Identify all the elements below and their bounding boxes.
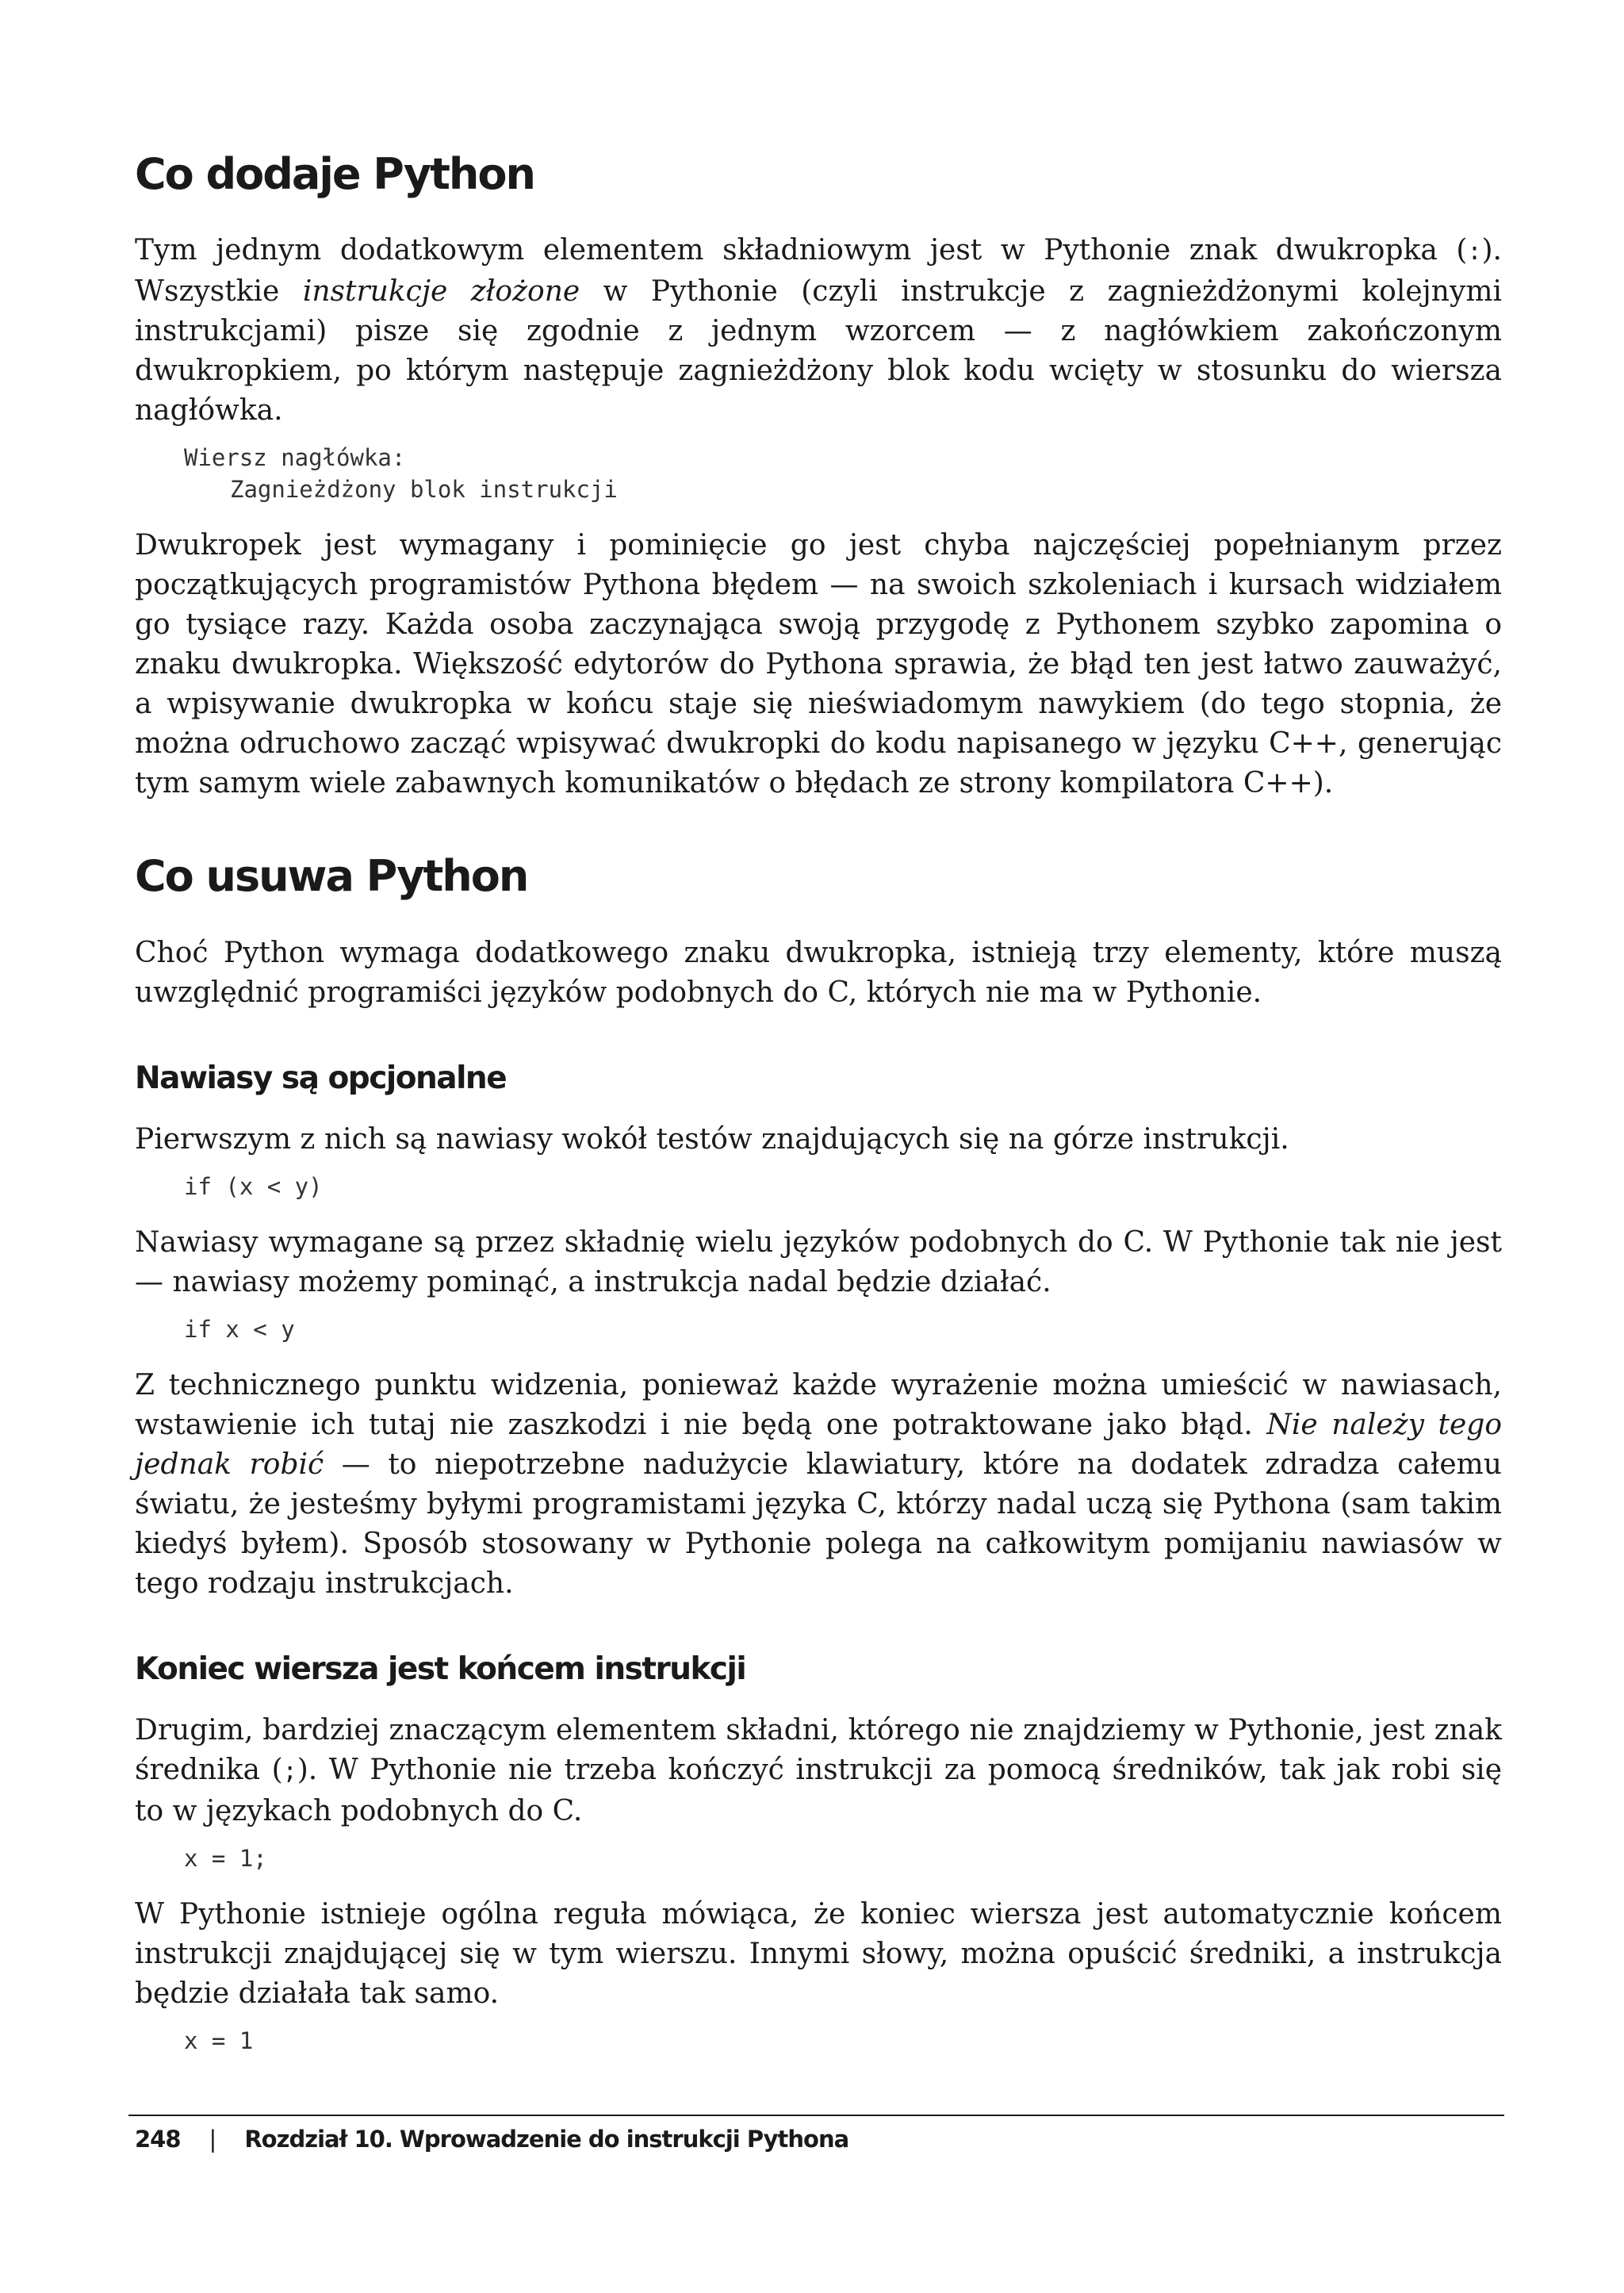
code-line: x = 1 — [184, 2027, 254, 2054]
code-block — [184, 2025, 1502, 2057]
paragraph-text: Tym jednym dodatkowym elementem składniowym jest w Pythonie znak dwukropka ( — [135, 234, 1468, 267]
code-block — [184, 1171, 1502, 1202]
paragraph-text: — to niepotrzebne nadużycie klawiatury, które na dodatek zdradza całemu światu, że jesteśmy byłymi programistami języka C, którzy nadal uczą się Pythona (sam takim kiedyś byłem). Sposób stosowany w Pythonie polega na całkowitym pomijaniu nawiasów w tego rodzaju instrukcjach. — [135, 1448, 1502, 1600]
paragraph — [135, 231, 1502, 431]
paragraph: Dwukropek jest wymagany i pominięcie go jest chyba najczęściej popełnianym przez początkujących programistów Pythona błędem — na swoich szkoleniach i kursach widziałem go tysiące razy. Każda osoba zaczynająca swoją przygodę z Pythonem szybko zapomina o znaku dwukropka. Większość edytorów do Pythona sprawia, że błąd ten jest łatwo zauważyć, a wpisywanie dwukropka w końcu staje się nieświadomym nawykiem (do tego stopnia, że można odruchowo zacząć wpisywać dwukropki do kodu napisanego w języku C++, generując tym samym wiele zabawnych komunikatów o błędach ze strony kompilatora C++). — [135, 529, 1502, 800]
paragraph: Nawiasy wymagane są przez składnię wielu języków podobnych do C. W Pythonie tak nie jest — nawiasy możemy pominąć, a instrukcja nadal będzie działać. — [135, 1225, 1502, 1298]
inline-code: ; — [282, 1757, 297, 1785]
paragraph-text: w Pythonie (czyli instrukcje z zagnieżdżonymi kolejnymi instrukcjami) pisze się zgodnie z jednym wzorcem — z nagłówkiem zakończonym dwukropkiem, po którym następuje zagnieżdżony blok kodu wcięty w stosunku do wiersza nagłówka. — [135, 275, 1502, 428]
paragraph-text: Drugim, bardziej znaczącym elementem składni, którego nie znajdziemy w Pythonie, jest znak średnika ( — [135, 1713, 1502, 1786]
subsection-heading-koniec-wiersza: Koniec wiersza jest końcem instrukcji — [135, 1651, 746, 1687]
paragraph — [135, 1711, 1502, 1831]
code-line: if (x < y) — [184, 1172, 323, 1200]
section-heading-co-dodaje-python: Co dodaje Python — [135, 149, 534, 199]
emphasis: Nie należy tego jednak robić — [135, 1408, 1502, 1481]
paragraph-text: ). W Pythonie nie trzeba kończyć instrukcji za pomocą średników, tak jak robi się to w językach podobnych do C. — [135, 1753, 1502, 1827]
paragraph: W Pythonie istnieje ogólna reguła mówiąca, że koniec wiersza jest automatycznie końcem instrukcji znajdującej się w tym wierszu. Innymi słowy, można opuścić średniki, a instrukcja będzie działała tak samo. — [135, 1897, 1502, 2010]
inline-code: : — [1467, 238, 1482, 266]
page-number: 248 — [135, 2126, 181, 2153]
code-line: Zagnieżdżony blok instrukcji — [230, 476, 618, 504]
code-block — [184, 1842, 1502, 1874]
paragraph: Choć Python wymaga dodatkowego znaku dwukropka, istnieją trzy elementy, które muszą uwzględnić programiści języków podobnych do C, których nie ma w Pythonie. — [135, 936, 1502, 1009]
code-line: if x < y — [184, 1315, 295, 1343]
emphasis: instrukcje złożone — [302, 275, 580, 309]
footer-divider — [128, 2115, 1504, 2116]
section-heading-co-usuwa-python: Co usuwa Python — [135, 851, 528, 902]
paragraph-text: Z technicznego punktu widzenia, ponieważ każde wyrażenie można umieścić w nawiasach, wstawienie ich tutaj nie zaszkodzi i nie będą one potraktowane jako błąd. — [135, 1368, 1502, 1441]
page-footer — [135, 2126, 848, 2153]
paragraph: Pierwszym z nich są nawiasy wokół testów znajdujących się na górze instrukcji. — [135, 1122, 1289, 1156]
footer-separator: | — [209, 2126, 216, 2153]
code-block — [184, 442, 1502, 505]
code-block — [184, 1313, 1502, 1345]
page-content — [135, 151, 1502, 2077]
paragraph — [135, 1366, 1502, 1604]
paragraph-text: ). Wszystkie — [135, 234, 1502, 309]
subsection-heading-nawiasy: Nawiasy są opcjonalne — [135, 1060, 507, 1096]
running-chapter-title: Rozdział 10. Wprowadzenie do instrukcji Pythona — [244, 2126, 849, 2153]
code-line: x = 1; — [184, 1844, 267, 1872]
code-line: Wiersz nagłówka: — [184, 444, 406, 472]
